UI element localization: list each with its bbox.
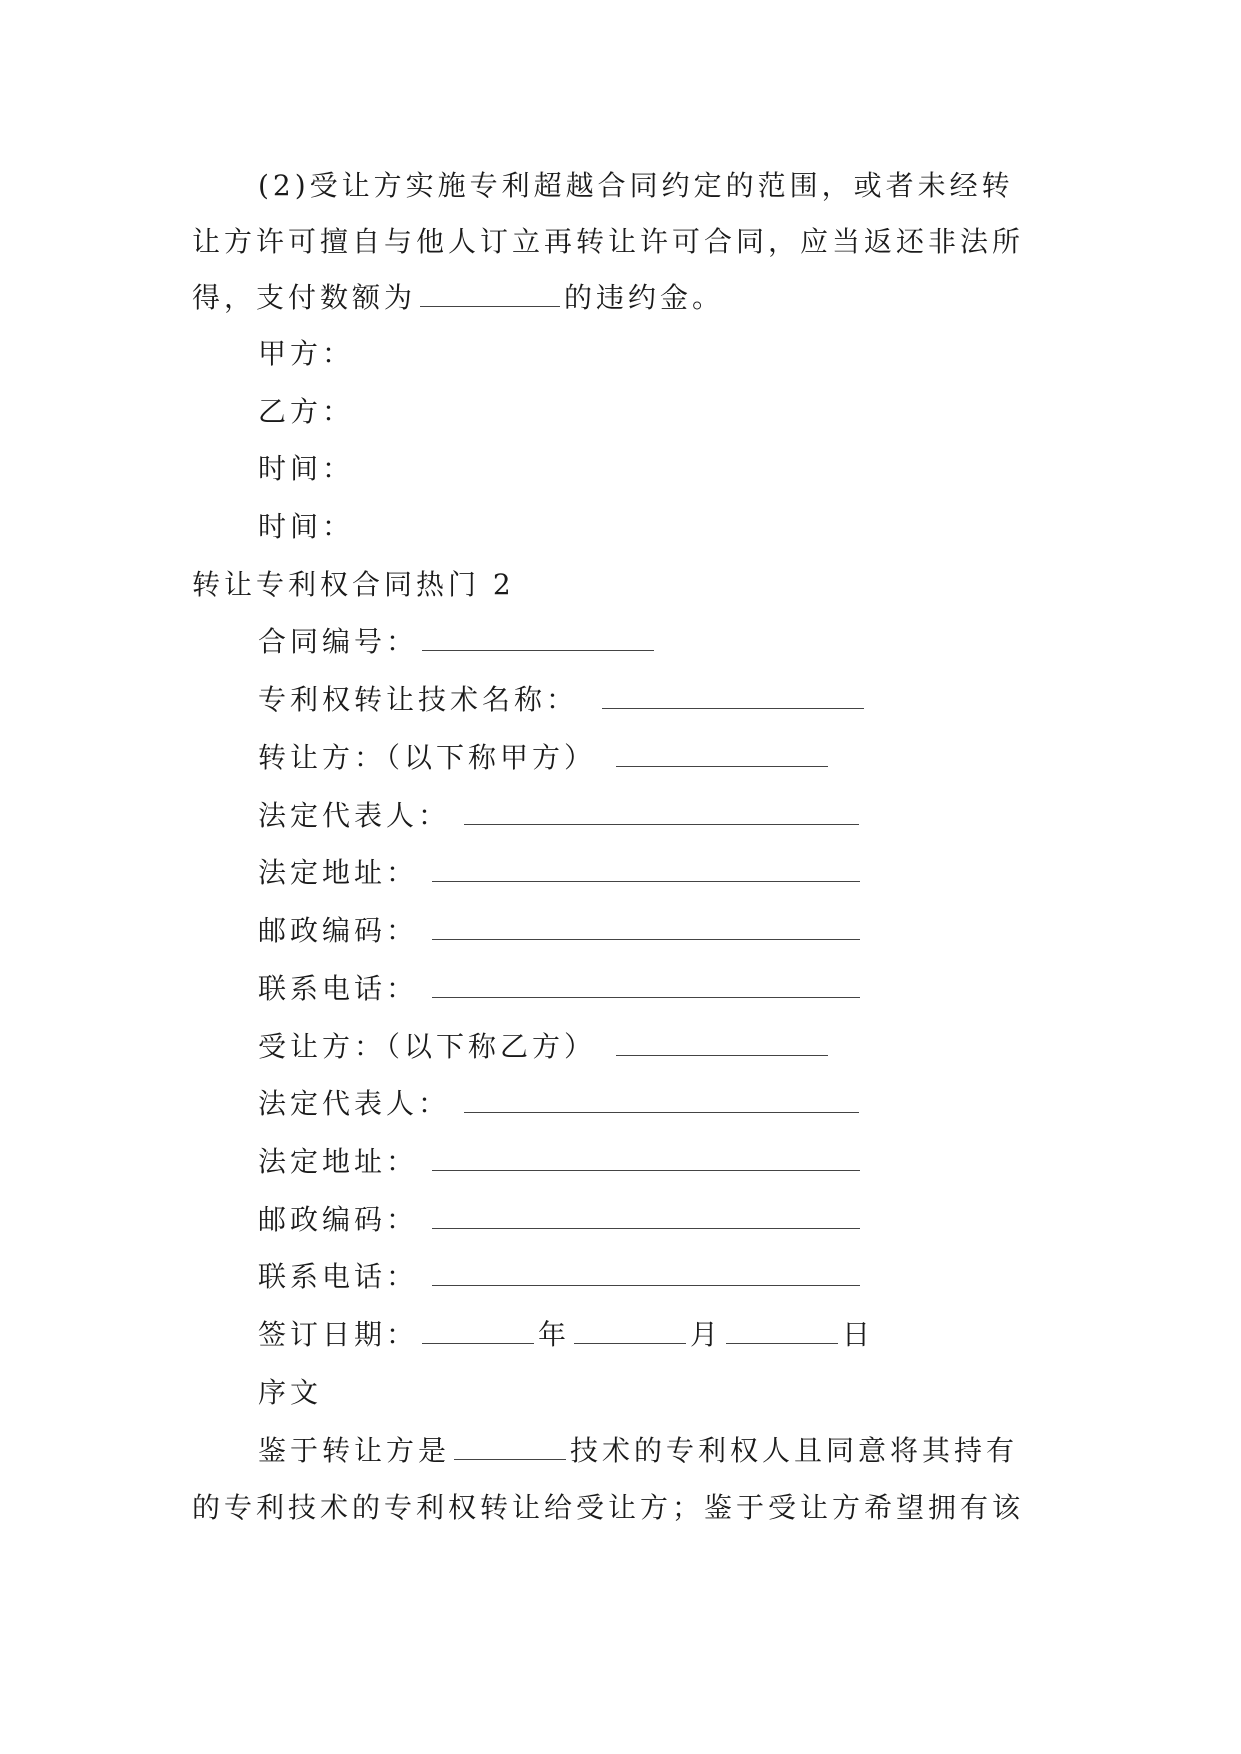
transferee-label: 受让方：（以下称乙方） [258, 1030, 597, 1063]
preface-line-2: 的专利技术的专利权转让给受让方；鉴于受让方希望拥有该 [192, 1491, 1025, 1524]
contract-no-row [258, 622, 658, 662]
postcode-a-blank [432, 911, 860, 940]
legal-rep-a-row [258, 796, 863, 836]
address-a-row [258, 853, 864, 893]
phone-b-row [258, 1257, 864, 1297]
time-label-1: 时间： [258, 452, 355, 485]
phone-a-row [258, 969, 864, 1009]
postcode-a-row [258, 911, 864, 951]
address-b-label: 法定地址： [258, 1145, 419, 1178]
month-label: 月 [690, 1318, 723, 1351]
transferor-blank [616, 738, 828, 767]
legal-rep-b-blank [464, 1084, 859, 1113]
tech-name-row [258, 680, 868, 720]
sign-date-row [258, 1315, 874, 1355]
preface-title: 序文 [258, 1376, 323, 1409]
postcode-b-row [258, 1200, 864, 1240]
clause-2-line-3-pre: 得，支付数额为 [192, 281, 417, 314]
postcode-b-label: 邮政编码： [258, 1203, 419, 1236]
phone-a-label: 联系电话： [258, 972, 419, 1005]
section-title: 转让专利权合同热门 2 [192, 568, 515, 601]
time-label-2: 时间： [258, 510, 355, 543]
preface-line-1 [258, 1431, 1018, 1471]
postcode-b-blank [432, 1200, 860, 1229]
legal-rep-a-label: 法定代表人： [258, 799, 451, 832]
preface-line-1-pre: 鉴于转让方是 [258, 1434, 451, 1467]
party-a-signature: 甲方： [258, 337, 355, 370]
phone-b-blank [432, 1257, 860, 1286]
penalty-amount-blank [420, 278, 560, 307]
transferee-blank [616, 1027, 828, 1056]
contract-no-blank [422, 622, 654, 651]
month-blank [574, 1315, 686, 1344]
phone-b-label: 联系电话： [258, 1260, 419, 1293]
legal-rep-b-row [258, 1084, 863, 1124]
day-label: 日 [842, 1318, 875, 1351]
postcode-a-label: 邮政编码： [258, 914, 419, 947]
clause-2-line-3-post: 的违约金。 [564, 281, 725, 314]
party-b-signature: 乙方： [258, 395, 355, 428]
phone-a-blank [432, 969, 860, 998]
address-b-row [258, 1142, 864, 1182]
year-label: 年 [538, 1318, 571, 1351]
address-a-label: 法定地址： [258, 856, 419, 889]
transferor-row [258, 738, 832, 778]
technology-blank [454, 1431, 566, 1460]
contract-no-label: 合同编号： [258, 625, 419, 658]
legal-rep-b-label: 法定代表人： [258, 1087, 451, 1120]
year-blank [422, 1315, 534, 1344]
transferor-label: 转让方：（以下称甲方） [258, 741, 597, 774]
sign-date-label: 签订日期： [258, 1318, 419, 1351]
legal-rep-a-blank [464, 796, 859, 825]
address-b-blank [432, 1142, 860, 1171]
clause-2-line-2: 让方许可擅自与他人订立再转让许可合同，应当返还非法所 [192, 225, 1025, 258]
address-a-blank [432, 853, 860, 882]
transferee-row [258, 1027, 832, 1067]
day-blank [726, 1315, 838, 1344]
clause-2-line-1: (2)受让方实施专利超越合同约定的范围，或者未经转 [258, 169, 1014, 202]
preface-line-1-post: 技术的专利权人且同意将其持有 [570, 1434, 1019, 1467]
tech-name-label: 专利权转让技术名称： [258, 683, 579, 716]
tech-name-blank [602, 680, 864, 709]
clause-2-line-3 [192, 278, 724, 318]
